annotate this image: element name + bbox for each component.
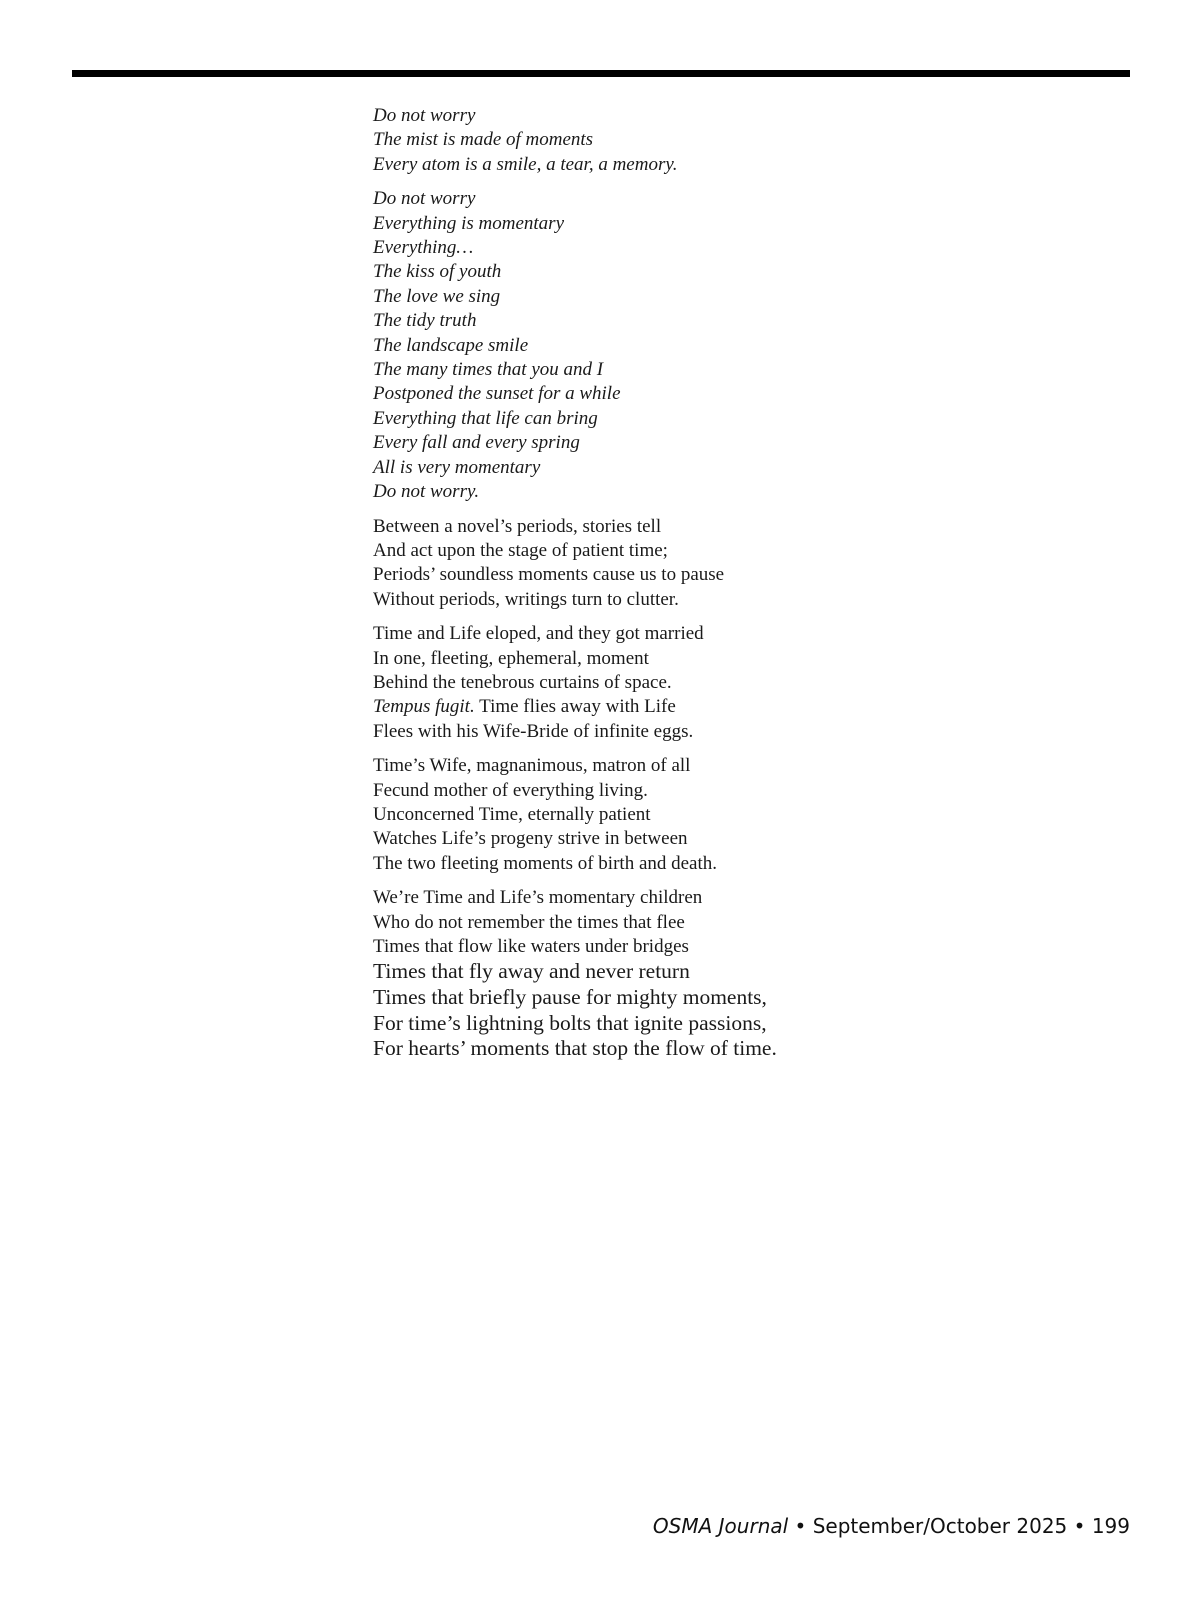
poem-line: We’re Time and Life’s momentary children	[373, 887, 703, 909]
poem-line: Behind the tenebrous curtains of space.	[373, 671, 672, 693]
poem-line: Between a novel’s periods, stories tell	[373, 515, 662, 537]
issue-date: September/October 2025	[812, 1514, 1068, 1538]
poem-line: And act upon the stage of patient time;	[373, 539, 668, 561]
poem-line: The tidy truth	[373, 310, 477, 332]
poem-line: Without periods, writings turn to clutter.	[373, 588, 679, 610]
poem-line: Time and Life eloped, and they got married	[373, 623, 704, 645]
poem-line: The landscape smile	[373, 334, 529, 356]
stanza-3	[373, 515, 1093, 613]
poem-line-continuation: Time flies away with Life	[474, 696, 676, 718]
poem-line: Every atom is a smile, a tear, a memory.	[373, 153, 678, 175]
poem-line: Do not worry.	[373, 481, 480, 503]
poem-line: All is very momentary	[373, 456, 541, 478]
poem-line: Watches Life’s progeny strive in between	[373, 828, 688, 850]
stanza-6	[373, 886, 1093, 1062]
poem-line: Time’s Wife, magnanimous, matron of all	[373, 755, 691, 777]
poem-line: Flees with his Wife-Bride of infinite eggs.	[373, 720, 694, 742]
poem-line: The many times that you and I	[373, 359, 604, 381]
poem-line: Do not worry	[373, 188, 476, 210]
poem-line: Everything that life can bring	[373, 407, 598, 429]
latin-phrase: Tempus fugit.	[373, 696, 475, 718]
poem-line: Everything is momentary	[373, 212, 565, 234]
poem-body	[373, 104, 1093, 1072]
poem-line: Who do not remember the times that flee	[373, 911, 685, 933]
footer-separator: •	[1067, 1514, 1092, 1538]
poem-line: In one, fleeting, ephemeral, moment	[373, 647, 649, 669]
poem-line: Fecund mother of everything living.	[373, 779, 648, 801]
stanza-2	[373, 187, 1093, 504]
poem-line: Unconcerned Time, eternally patient	[373, 803, 651, 825]
page-footer	[653, 1514, 1130, 1538]
poem-line: For hearts’ moments that stop the flow of time.	[373, 1036, 777, 1061]
poem-line: The two fleeting moments of birth and death.	[373, 852, 718, 874]
poem-line: Times that fly away and never return	[373, 959, 690, 984]
poem-line: Postponed the sunset for a while	[373, 383, 621, 405]
journal-name: OSMA Journal	[652, 1514, 789, 1538]
poem-line: The love we sing	[373, 285, 501, 307]
stanza-1	[373, 104, 1093, 177]
poem-line: Times that briefly pause for mighty moments,	[373, 985, 767, 1009]
page-number: 199	[1091, 1514, 1130, 1538]
stanza-5	[373, 754, 1093, 876]
poem-line: The mist is made of moments	[373, 129, 594, 151]
poem-line	[373, 695, 1093, 719]
poem-line: For time’s lightning bolts that ignite passions,	[373, 1010, 767, 1035]
poem-line: Periods’ soundless moments cause us to pause	[373, 564, 725, 586]
poem-line: Everything…	[373, 237, 474, 259]
poem-line: Every fall and every spring	[373, 432, 580, 454]
footer-separator: •	[788, 1514, 813, 1538]
poem-line: Do not worry	[373, 105, 476, 126]
poem-line: Times that flow like waters under bridges	[373, 936, 689, 957]
poem-line: The kiss of youth	[373, 261, 502, 283]
header-rule	[72, 70, 1130, 77]
stanza-4	[373, 622, 1093, 744]
